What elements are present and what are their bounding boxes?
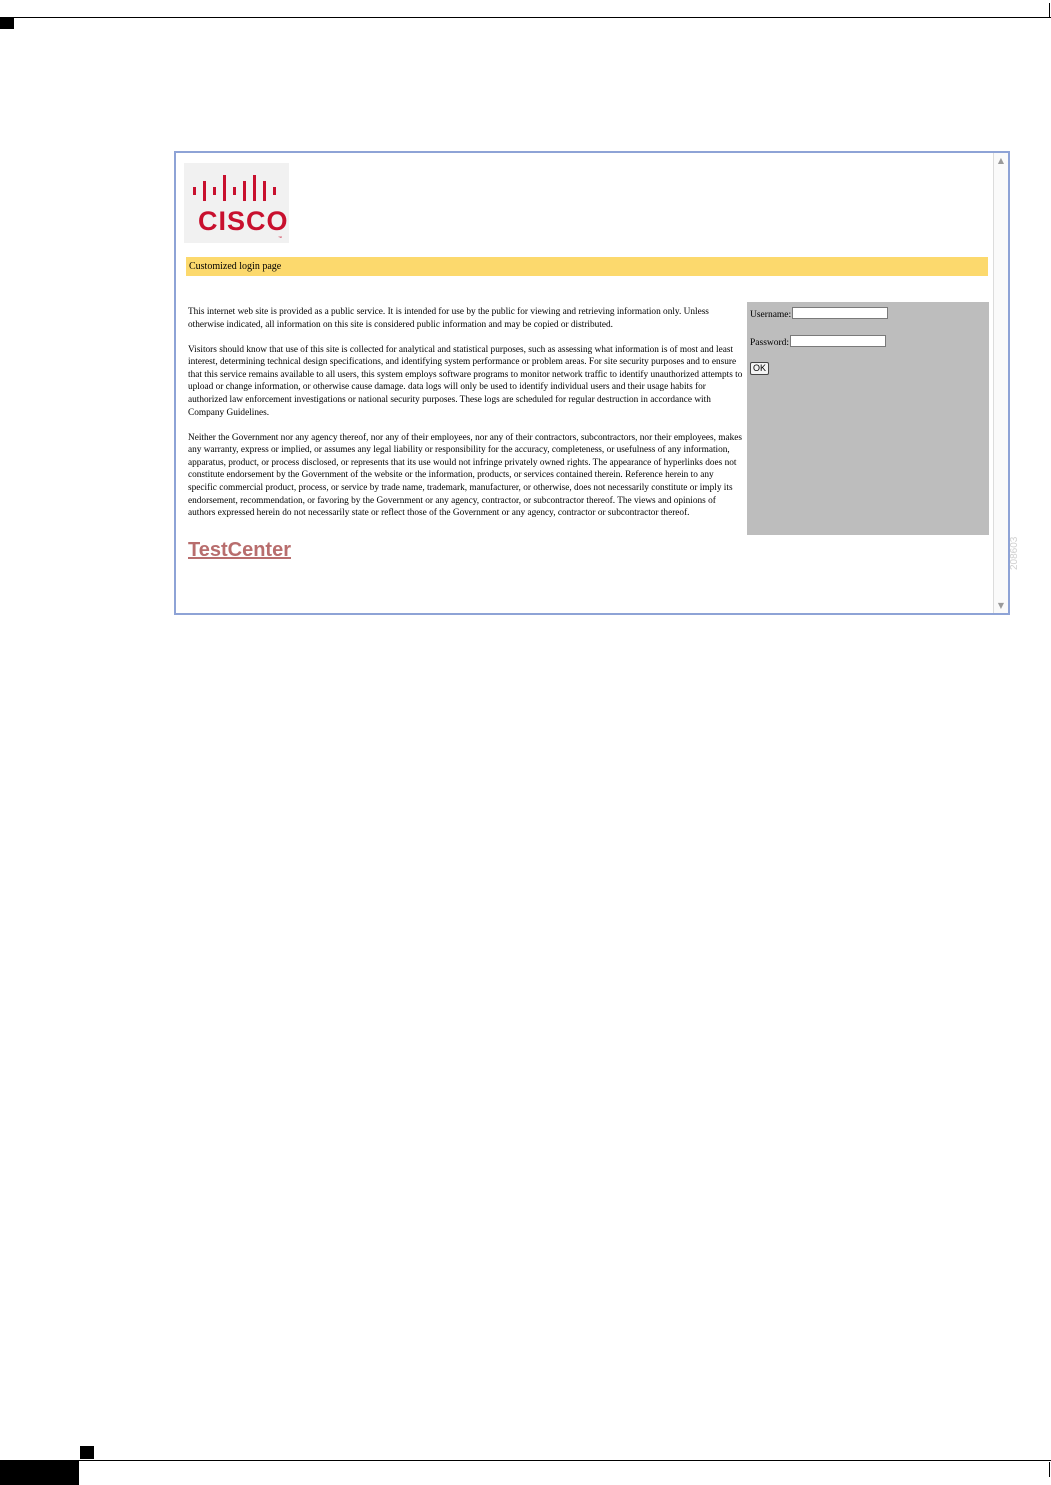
username-label: Username: [750, 310, 792, 320]
scroll-up-icon[interactable]: ▲ [997, 156, 1005, 165]
footer-edge-tick [1049, 1462, 1050, 1477]
disclaimer-paragraph: This internet web site is provided as a public service. It is intended for use by the public for viewing and retrieving information only. Unless otherwise indicated, all information on this site is considered public information and may be copied or distributed. [188, 307, 709, 330]
footer-page-tab [0, 1461, 79, 1485]
password-row [750, 335, 886, 347]
testcenter-link[interactable]: TestCenter [188, 539, 291, 561]
header-page-marker [0, 18, 14, 29]
footer-page-marker [80, 1446, 94, 1459]
password-label: Password: [750, 338, 790, 348]
login-form [747, 302, 989, 535]
trademark-mark: ™ [278, 235, 282, 240]
banner-title: Customized login page [189, 261, 282, 272]
header-rule [0, 17, 1051, 18]
username-input[interactable] [792, 307, 888, 319]
footer-rule [0, 1460, 1051, 1461]
figure-number: 208603 [1009, 536, 1020, 570]
cisco-logo [184, 163, 289, 243]
header-edge-tick [1049, 3, 1050, 17]
logo-wordmark: CISCO [198, 206, 289, 236]
disclaimer-paragraph: Neither the Government nor any agency thereof, nor any of their employees, nor any of their contractors, subcontractors, nor their employees, makes any warranty, express or implied, or assumes any legal liability or responsibility for the accuracy, completeness, or usefulness of any information, apparatus, product, or process disclosed, or represents that its use would not infringe privately owned rights. The appearance of hyperlinks does not constitute endorsement by the Government of the website or the information, products, or services contained therein. Reference herein to any specific commercial product, process, or service by trade name, trademark, manufacturer, or otherwise, does not necessarily constitute or imply its endorsement, recommendation, or favoring by the Government or any agency, contractor, or subcontractor thereof. The views and opinions of authors expressed herein do not necessarily state or reflect those of the Government or any agency, contractor or subcontractor thereof. [188, 432, 743, 519]
password-input[interactable] [790, 335, 886, 347]
vertical-scrollbar[interactable] [993, 153, 1008, 613]
disclaimer-paragraph: Visitors should know that use of this site is collected for analytical and statistical purposes, such as assessing what information is of most and least interest, determining technical design specifications, and identifying system performance or problem areas. For site security purposes and to ensure that this service remains available to all users, this system employs software programs to monitor network traffic to identify unauthorized attempts to upload or change information, or otherwise cause damage. data logs will only be used to identify individual users and their usage habits for authorized law enforcement investigations or national security purposes. These logs are scheduled for regular destruction in accordance with Company Guidelines. [188, 344, 743, 418]
disclaimer-text [188, 306, 743, 532]
scroll-down-icon[interactable]: ▼ [997, 601, 1005, 610]
browser-window [174, 151, 1010, 615]
cisco-logo-icon [191, 175, 283, 205]
title-banner [186, 257, 988, 276]
ok-button[interactable]: OK [750, 362, 769, 375]
username-row [750, 307, 888, 319]
